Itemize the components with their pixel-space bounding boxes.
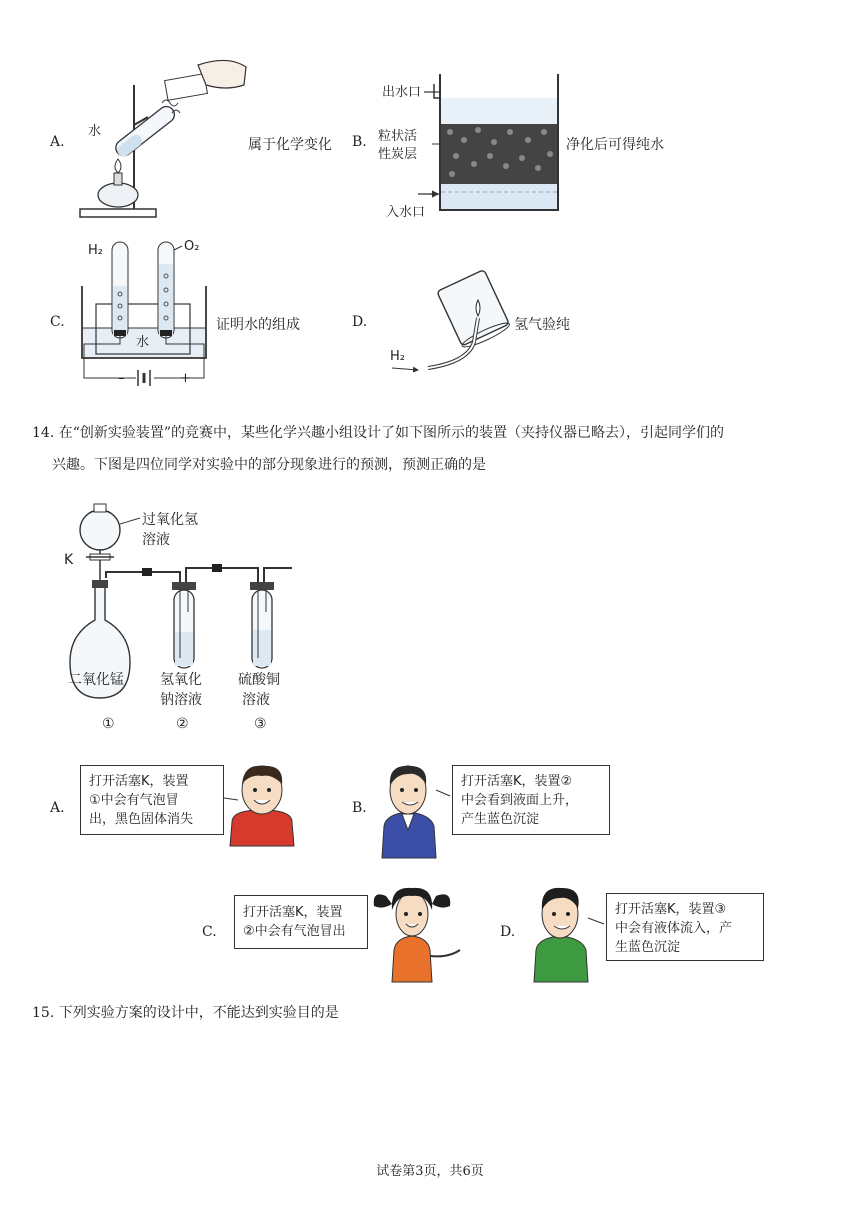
- q14-option-b-letter: B.: [352, 800, 367, 816]
- q13-c-electrolysis-diagram: [78, 236, 213, 386]
- q14-option-d-letter: D.: [500, 924, 516, 940]
- q13-c-plus-label: +: [180, 371, 191, 386]
- q13-option-c-caption: 证明水的组成: [216, 317, 300, 333]
- q13-a-heating-diagram: [78, 55, 248, 225]
- q14-apparatus-diagram: [62, 502, 302, 734]
- q14-d-line-2: 中会有液体流入，产: [615, 921, 733, 936]
- q14-c-student-avatar: [370, 880, 466, 984]
- q15-number: 15.: [32, 1005, 55, 1021]
- q14-naoh-label-2: 钠溶液: [160, 692, 202, 708]
- q14-cuso4-label-2: 溶液: [242, 692, 270, 708]
- q13-option-c-letter: C.: [50, 314, 65, 330]
- q13-option-a-letter: A.: [50, 134, 65, 150]
- q13-b-carbon-label-1: 粒状活: [378, 129, 418, 144]
- q14-h2o2-label-1: 过氧化氢: [142, 512, 198, 528]
- q15-stem: [32, 1000, 339, 1026]
- q14-number: 14.: [32, 425, 55, 441]
- q13-b-inlet-label: 入水口: [386, 205, 426, 220]
- q14-option-c-speech-bubble: [234, 895, 368, 949]
- q14-b-line-3: 产生蓝色沉淀: [461, 812, 540, 827]
- q13-b-filter-diagram: [378, 70, 563, 220]
- q14-option-a-letter: A.: [50, 800, 65, 816]
- q14-device-1-label: ①: [102, 716, 115, 732]
- q13-c-water-label: 水: [136, 335, 150, 350]
- q13-option-d-caption: 氢气验纯: [514, 317, 570, 333]
- q13-d-hydrogen-test-diagram: [388, 270, 518, 380]
- q14-c-line-1: 打开活塞K，装置: [243, 905, 343, 920]
- q14-d-line-1: 打开活塞K，装置③: [615, 902, 727, 917]
- q13-a-water-label: 水: [88, 124, 102, 139]
- q14-stem-line-1: [32, 420, 724, 446]
- q14-option-d-speech-bubble: [606, 893, 764, 961]
- q13-option-d-letter: D.: [352, 314, 368, 330]
- q13-option-a-caption: 属于化学变化: [248, 137, 332, 153]
- q14-option-b-speech-bubble: [452, 765, 610, 835]
- q14-a-line-3: 出，黑色固体消失: [89, 812, 194, 827]
- q14-valve-k-label: K: [64, 552, 74, 568]
- q14-text-line-2: 兴趣。下图是四位同学对实验中的部分现象进行的预测，预测正确的是: [52, 457, 486, 473]
- q14-h2o2-label-2: 溶液: [142, 532, 170, 548]
- q14-a-line-2: ①中会有气泡冒: [89, 793, 179, 808]
- q13-option-b-letter: B.: [352, 134, 367, 150]
- q14-text-line-1: 在“创新实验装置”的竞赛中，某些化学兴趣小组设计了如下图所示的装置（夹持仪器已略去），引起同学们的: [58, 425, 725, 441]
- q14-cuso4-label-1: 硫酸铜: [238, 672, 280, 688]
- q14-option-c-letter: C.: [202, 924, 217, 940]
- q14-c-line-2: ②中会有气泡冒出: [243, 924, 346, 939]
- page-footer: 试卷第3页，共6页: [376, 1164, 484, 1179]
- q14-a-student-avatar: [222, 760, 302, 850]
- q14-naoh-label-1: 氢氧化: [160, 672, 202, 688]
- q14-mno2-label: 二氧化锰: [68, 672, 124, 688]
- q13-d-h2-label: H₂: [390, 349, 405, 364]
- q13-b-outlet-label: 出水口: [382, 85, 422, 100]
- q13-b-carbon-label-2: 性炭层: [378, 147, 418, 162]
- q13-c-h2-label: H₂: [88, 243, 103, 258]
- q14-device-3-label: ③: [254, 716, 267, 732]
- q13-c-minus-label: –: [118, 371, 125, 386]
- q15-text: 下列实验方案的设计中，不能达到实验目的是: [58, 1005, 339, 1021]
- q13-c-o2-label: O₂: [184, 239, 200, 254]
- q14-b-line-1: 打开活塞K，装置②: [461, 774, 573, 789]
- q14-d-student-avatar: [524, 884, 608, 984]
- q14-option-a-speech-bubble: [80, 765, 224, 835]
- q14-device-2-label: ②: [176, 716, 189, 732]
- q14-b-student-avatar: [372, 760, 452, 860]
- q14-d-line-3: 生蓝色沉淀: [615, 940, 681, 955]
- q14-a-line-1: 打开活塞K，装置: [89, 774, 189, 789]
- q14-b-line-2: 中会看到液面上升，: [461, 793, 579, 808]
- q13-option-b-caption: 净化后可得纯水: [566, 137, 664, 153]
